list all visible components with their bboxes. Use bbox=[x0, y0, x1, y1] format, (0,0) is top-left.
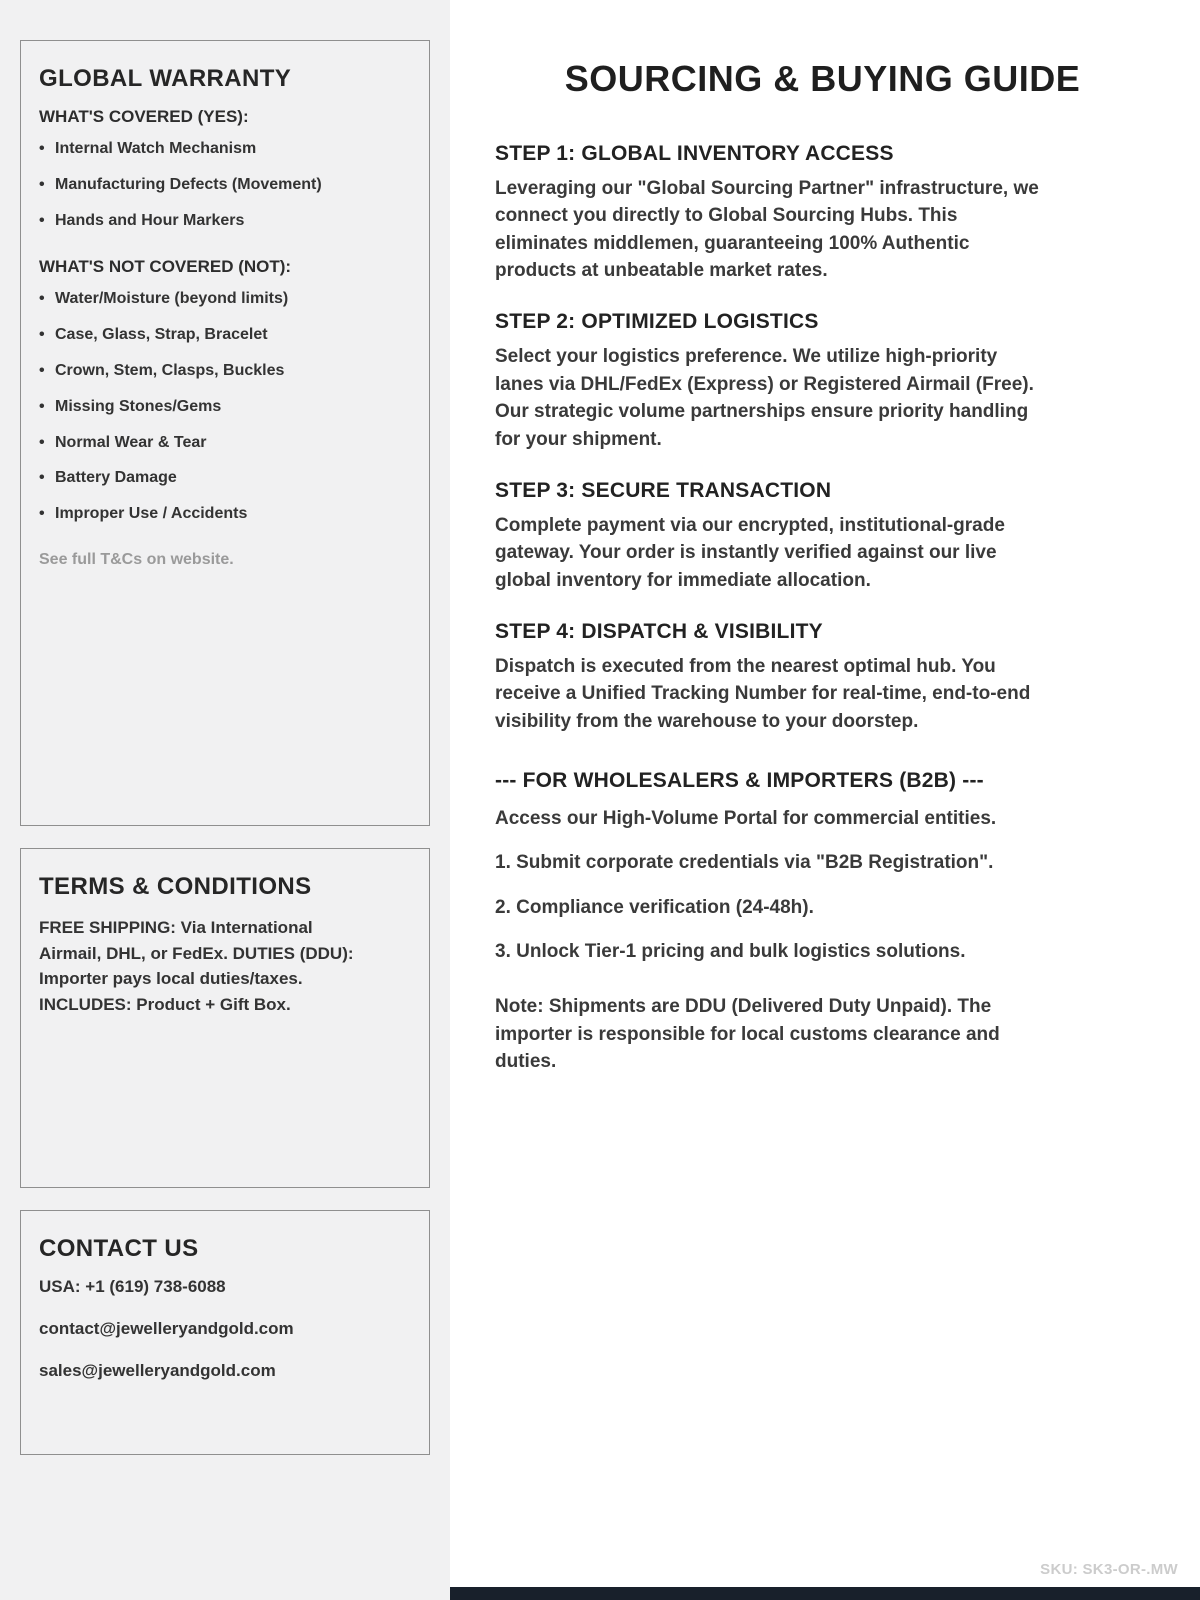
step-3-heading: STEP 3: SECURE TRANSACTION bbox=[495, 478, 832, 502]
list-item: • Manufacturing Defects (Movement) bbox=[39, 175, 413, 196]
warranty-footnote: See full T&Cs on website. bbox=[39, 550, 234, 568]
step-2-heading: STEP 2: OPTIMIZED LOGISTICS bbox=[495, 310, 819, 334]
list-item: • Improper Use / Accidents bbox=[39, 504, 413, 525]
b2b-item-2: 2. Compliance verification (24-48h). bbox=[495, 896, 814, 918]
bottom-divider-bar bbox=[450, 1587, 1200, 1600]
sidebar bbox=[0, 0, 450, 1600]
warranty-title: GLOBAL WARRANTY bbox=[39, 65, 292, 92]
warranty-box bbox=[20, 40, 430, 826]
not-covered-title: WHAT'S NOT COVERED (NOT): bbox=[39, 257, 292, 277]
contact-email-sales: sales@jewelleryandgold.com bbox=[39, 1361, 276, 1380]
contact-phone: USA: +1 (619) 738-6088 bbox=[39, 1277, 226, 1296]
step-3-section bbox=[495, 479, 1150, 594]
b2b-intro: Access our High-Volume Portal for commercial entities. bbox=[495, 808, 997, 830]
step-2-section bbox=[495, 310, 1150, 452]
step-1-heading: STEP 1: GLOBAL INVENTORY ACCESS bbox=[495, 142, 894, 165]
main-content bbox=[450, 0, 1200, 1600]
contact-email-primary: contact@jewelleryandgold.com bbox=[39, 1319, 294, 1338]
step-2-body: Select your logistics preference. We utilize high-priority lanes via DHL/FedEx (Express) or Registered Airmail (Free). Our strategic volume partnerships ensure priority handling for your shipment. bbox=[495, 346, 1034, 450]
step-4-body: Dispatch is executed from the nearest optimal hub. You receive a Unified Tracking Number for real-time, end-to-end visibility from the warehouse to your doorstep. bbox=[495, 655, 1031, 732]
not-covered-list bbox=[39, 289, 413, 525]
step-3-body: Complete payment via our encrypted, institutional-grade gateway. Your order is instantly verified against our live global inventory for immediate allocation. bbox=[495, 514, 1005, 591]
b2b-section bbox=[495, 769, 1150, 1076]
list-item: • Battery Damage bbox=[39, 468, 413, 489]
step-1-body: Leveraging our "Global Sourcing Partner" infrastructure, we connect you directly to Global Sourcing Hubs. This eliminates middlemen, guaranteeing 100% Authentic products at unbeatable market rates. bbox=[495, 178, 1039, 282]
contact-title: CONTACT US bbox=[39, 1235, 199, 1262]
list-item: • Crown, Stem, Clasps, Buckles bbox=[39, 361, 413, 382]
b2b-item-1: 1. Submit corporate credentials via "B2B Registration". bbox=[495, 852, 994, 874]
b2b-note: Note: Shipments are DDU (Delivered Duty Unpaid). The importer is responsible for local customs clearance and duties. bbox=[495, 996, 1000, 1073]
list-item: • Water/Moisture (beyond limits) bbox=[39, 289, 413, 310]
sku-label: SKU: SK3-OR-.MW bbox=[1040, 1561, 1178, 1578]
covered-list bbox=[39, 139, 413, 231]
contact-box bbox=[20, 1210, 430, 1455]
list-item: • Missing Stones/Gems bbox=[39, 397, 413, 418]
step-4-heading: STEP 4: DISPATCH & VISIBILITY bbox=[495, 619, 823, 643]
terms-box bbox=[20, 848, 430, 1188]
step-4-section bbox=[495, 620, 1150, 735]
b2b-item-3: 3. Unlock Tier-1 pricing and bulk logistics solutions. bbox=[495, 941, 966, 963]
step-1-section bbox=[495, 142, 1150, 284]
terms-title: TERMS & CONDITIONS bbox=[39, 873, 312, 900]
list-item: • Hands and Hour Markers bbox=[39, 211, 413, 232]
terms-body: FREE SHIPPING: Via International Airmail, DHL, or FedEx. DUTIES (DDU): Importer pays local duties/taxes. INCLUDES: Product + Gift Box. bbox=[39, 918, 354, 1014]
list-item: • Normal Wear & Tear bbox=[39, 433, 413, 454]
page-title: SOURCING & BUYING GUIDE bbox=[564, 58, 1081, 99]
b2b-heading: --- FOR WHOLESALERS & IMPORTERS (B2B) --- bbox=[495, 769, 984, 793]
covered-title: WHAT'S COVERED (YES): bbox=[39, 107, 249, 126]
list-item: • Case, Glass, Strap, Bracelet bbox=[39, 325, 413, 346]
list-item: • Internal Watch Mechanism bbox=[39, 139, 413, 160]
